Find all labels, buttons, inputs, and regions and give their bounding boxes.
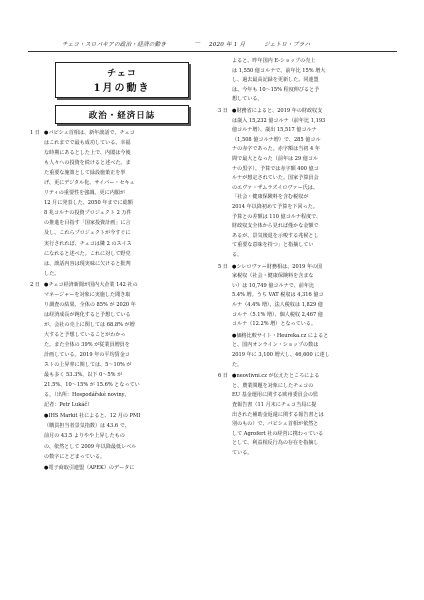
diary-entry bbox=[30, 412, 210, 462]
header-author: ジェトロ・プラハ bbox=[264, 42, 311, 48]
diary-entry bbox=[30, 464, 210, 474]
entry-line: 財政収支全体から見れば僅かな金額で bbox=[232, 223, 319, 230]
entry-line: ●バビシュ首相は、新年談話で、チェコ bbox=[44, 130, 135, 136]
header-dash: — bbox=[195, 40, 201, 46]
entry-line: （1,508 億コルナ増）で、285 億コル bbox=[232, 136, 321, 143]
entry-line: リティの重要性を強調。更に内閣が bbox=[44, 190, 125, 197]
entry-line: 査報告書（11 月末にチェコ当局に提 bbox=[232, 401, 317, 408]
header-title: チェコ・スロバキアの政治・経済の動き bbox=[62, 42, 167, 48]
entry-line: た。また全体の 39% が従業員増員を bbox=[44, 342, 130, 349]
entry-line: い）は 10,749 億コルナで、前年比 bbox=[232, 282, 315, 289]
entry-line: が、会社の売上に関しては 68.8% が増 bbox=[44, 321, 135, 328]
entry-line: 2019 年に 3,100 増大し、46,600 に達し bbox=[232, 351, 330, 358]
entry-line: ●チェコ経済新聞が国内大企業 142 社の bbox=[44, 281, 138, 288]
title-month: 1月の動き bbox=[93, 83, 151, 94]
entry-line: あるが、景気後退を示唆する兆候とし bbox=[232, 232, 319, 239]
entry-line: も人々への投資を続けると述べた。ま bbox=[44, 160, 131, 167]
entry-line: 別のもの）で、バビシュ首相が依然と bbox=[232, 421, 319, 428]
title-country: チェコ bbox=[107, 69, 137, 79]
diary-entry bbox=[30, 281, 210, 412]
entry-line: として、利益相反行為の存在を指摘し bbox=[232, 440, 319, 447]
entry-line: る。（出所：Hospodářské noviny、 bbox=[44, 392, 130, 399]
entry-line: 21.5%、10～15% が 15.6% となってい bbox=[44, 382, 140, 389]
entry-line: る。 bbox=[232, 251, 243, 258]
entry-line: よると、昨年国内 E-ショップの売上 bbox=[232, 58, 316, 64]
diary-entry bbox=[30, 129, 210, 280]
entry-line: ●財務省によると、2019 年の財政収支 bbox=[232, 108, 323, 114]
entry-date: 5 日 bbox=[218, 263, 228, 270]
diary-entry bbox=[218, 372, 394, 458]
entry-line: 記者：Petr Lukáč） bbox=[44, 402, 93, 409]
entry-line: ●IHS Markit 社によると、12 月の PMI bbox=[44, 413, 141, 420]
entry-line: 前月の 43.5 よりやや上昇したもの bbox=[44, 433, 125, 440]
entry-line: のエヴァ・ザムラズイロヴァー氏は、 bbox=[232, 184, 318, 191]
diary-entry bbox=[218, 263, 394, 330]
entry-line: ルナ（4.4% 増）、法人税収は 1,829 億 bbox=[232, 301, 323, 308]
entry-line: 想している。 bbox=[232, 96, 263, 103]
entry-line: 12 月に発表した、2050 年までに総額 bbox=[44, 200, 133, 207]
entry-line: コルナ（12.2% 増）となっている。 bbox=[232, 321, 317, 328]
entry-date: 3 日 bbox=[218, 108, 228, 114]
entry-line: ている。 bbox=[232, 449, 253, 456]
entry-line: 予算との差額は 110 億コルナ程度で、 bbox=[232, 213, 322, 220]
entry-line: EU 基金運用に関する欧州委員会の監 bbox=[232, 392, 319, 399]
entry-line: ●価格比較サイト・Heureka.cz によると bbox=[232, 332, 329, 339]
entry-line: コルナ（5.1% 増）、個人税収 2,467 億 bbox=[232, 311, 323, 318]
entry-line: て重要な意味を持つ」と指摘してい bbox=[232, 242, 314, 249]
entry-line: 8 兆コルナの投資プロジェクト 2 万件 bbox=[44, 210, 132, 217]
entry-line: た重要な施策として緑設施策正を挙 bbox=[44, 170, 126, 177]
entry-line: た。 bbox=[232, 361, 243, 368]
entry-date: 2 日 bbox=[30, 281, 40, 288]
diary-entry bbox=[218, 57, 394, 105]
entry-line: と、農業問題を対象にしたチェコの bbox=[232, 382, 314, 389]
entry-line: ルナが想定されていた。国家予算員会 bbox=[232, 175, 319, 182]
entry-line: し、過去最高記録を更新した。同連盟 bbox=[232, 77, 319, 84]
section-heading bbox=[55, 105, 189, 124]
section-heading-label: 政治・経済日誌 bbox=[88, 111, 156, 121]
diary-entry bbox=[218, 107, 394, 261]
entry-line: ナの赤字であった。赤字額は当初 4 年 bbox=[232, 146, 320, 153]
entry-line: 最も多く 53.3%、以下 0～5% が bbox=[44, 372, 123, 379]
entry-date: 6 日 bbox=[218, 373, 228, 380]
entry-line: な時期にあるとした上で、内閣は今後 bbox=[44, 150, 131, 157]
entry-line: 2014 年以降初めて予算を下回った。 bbox=[232, 203, 318, 210]
entry-line: になれると述べた。これに対して野党 bbox=[44, 250, 131, 257]
entry-line: 間で最大となった（前年は 29 億コル bbox=[232, 155, 319, 162]
entry-line: ナの黒字）。予算では赤字額 400 億コ bbox=[232, 165, 319, 172]
entry-line: の数字にとどまっている。 bbox=[44, 453, 106, 460]
entry-line: 実行されれば、チェコは隣 2 のスイス bbox=[44, 240, 132, 247]
entry-line: と、国内オンライン・ショップの数は bbox=[232, 342, 319, 349]
entry-line: の、依然として 2009 年以降最低レベル bbox=[44, 443, 137, 450]
entry-line: 5.4% 増。うち VAT 税収は 4,316 億コ bbox=[232, 292, 324, 299]
entry-line: マネージャーを対象に実施した聞き取 bbox=[44, 291, 131, 298]
entry-line: 家税収（社会・健康保険料を含まな bbox=[232, 273, 314, 280]
entry-line: ●neovlivni.cz が伝えたところによる bbox=[232, 373, 320, 380]
entry-line: 及し、これらプロジェクトが今すぐに bbox=[44, 230, 131, 237]
entry-line: は 1,550 億コルナで、前年比 15% 増大 bbox=[232, 67, 326, 74]
entry-line: 出された補助金返還に関する報告書とは bbox=[232, 411, 324, 418]
entry-line: ●シレロヴァー財務相は、2019 年の国 bbox=[232, 263, 323, 270]
entry-line: 「社会・健康保険料を含む税収が bbox=[232, 194, 309, 201]
entry-line: 大すると予想していることがわかっ bbox=[44, 331, 126, 338]
entry-date: 1 日 bbox=[30, 130, 40, 136]
header-date: 2020 年 1 月 bbox=[209, 42, 246, 48]
title-box bbox=[55, 62, 189, 98]
entry-line: 億コルナ増）、歳出 15,517 億コルナ bbox=[232, 127, 317, 134]
entry-line: は経済成長が鈍化すると予想している bbox=[44, 311, 131, 318]
entry-line: は、今年も 10～15% 程度伸びると予 bbox=[232, 86, 320, 93]
diary-entry bbox=[218, 332, 394, 370]
entry-line: 計画している。2019 年の平均賃金コ bbox=[44, 352, 130, 359]
entry-line: して Agrofert 社の経営に携わっている bbox=[232, 430, 324, 437]
entry-line: は歳入 15,232 億コルナ（前年比 1,193 bbox=[232, 117, 326, 124]
entry-line: げ、更にデジタル化、サイバー・セキュ bbox=[44, 180, 135, 187]
entry-line: は、談話内容は現実味に欠けると批判 bbox=[44, 260, 131, 267]
entry-line: はこれまでで最も成功している、幸福 bbox=[44, 140, 131, 147]
entry-line: り調査の結果、全体の 85% が 2020 年 bbox=[44, 301, 136, 308]
entry-line: ●電子商取引連盟（APEK）のデータに bbox=[44, 464, 135, 471]
entry-line: した。 bbox=[44, 270, 60, 277]
header-rule bbox=[28, 51, 397, 52]
entry-line: （購買担当者景気指数）は 43.6 で、 bbox=[44, 423, 130, 430]
entry-line: の推進を目指す「国家投資計画」に言 bbox=[44, 220, 131, 227]
entry-line: ストの上昇率に関しては、5～10% が bbox=[44, 362, 132, 369]
